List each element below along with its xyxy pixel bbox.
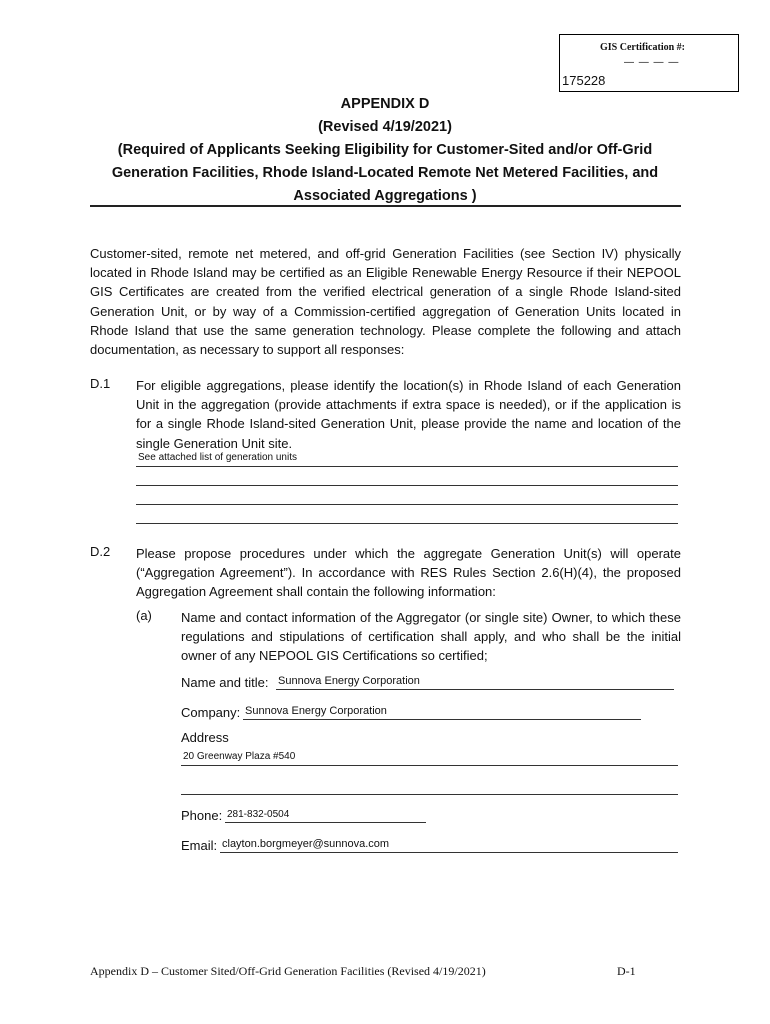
title-divider <box>90 205 681 207</box>
d2a-text: Name and contact information of the Aggregator (or single site) Owner, to which these regulations and stipulations of certification shall apply, and who shall be the initial owner of any NEPOOL GIS Certifications so certified; <box>181 610 681 664</box>
phone-line[interactable] <box>225 822 426 823</box>
revision-date: (Revised 4/19/2021) <box>318 119 452 135</box>
address-line-1[interactable] <box>181 765 678 766</box>
title-subline-1: (Required of Applicants Seeking Eligibility for Customer-Sited and/or Off-Grid <box>117 142 653 158</box>
address-value[interactable]: 20 Greenway Plaza #540 <box>183 751 296 762</box>
gis-certification-dashes: — — — — <box>624 57 680 68</box>
company-line[interactable] <box>243 719 641 720</box>
footer-title: Appendix D – Customer Sited/Off-Grid Generation Facilities (Revised 4/19/2021) <box>90 964 486 978</box>
d1-question: For eligible aggregations, please identify the location(s) in Rhode Island of each Generation Unit in the aggregation (provide attachments if extra space is needed), or if the application is for a single Rhode Island-sited Generation Unit, please provide the name and location of the single Generation Unit site. <box>136 378 681 451</box>
appendix-title: APPENDIX D <box>340 96 430 112</box>
phone-value[interactable]: 281-832-0504 <box>227 809 290 820</box>
d1-answer-line-3[interactable] <box>136 504 678 505</box>
d1-answer-line-4[interactable] <box>136 523 678 524</box>
name-title-value[interactable]: Sunnova Energy Corporation <box>278 675 420 687</box>
d2a-label: (a) <box>136 608 152 623</box>
intro-paragraph: Customer-sited, remote net metered, and off-grid Generation Facilities (see Section IV) physically located in Rhode Island may be certified as an Eligible Renewable Energy Resource if their NEPOOL GIS Certificates are created from the verified electrical generation of a single Rhode Island-sited Generation Unit, or by way of a Commission-certified aggregation of Generation Units located in Rhode Island that use the same generation technology. Please complete the following and attach documentation, as necessary to support all responses: <box>90 246 681 358</box>
d1-answer-line-2[interactable] <box>136 485 678 486</box>
d1-answer-line-1[interactable] <box>136 466 678 467</box>
email-line[interactable] <box>220 852 678 853</box>
address-line-2[interactable] <box>181 794 678 795</box>
gis-certification-number[interactable]: 175228 <box>562 73 606 88</box>
d2-number: D.2 <box>90 544 111 559</box>
page-number: D-1 <box>617 964 636 978</box>
d2-question: Please propose procedures under which the aggregate Generation Unit(s) will operate (“Aggregation Agreement”). In accordance with RES Rules Section 2.6(H)(4), the proposed Aggregation Agreement shall contain the following information: <box>136 546 681 600</box>
name-title-line[interactable] <box>276 689 674 690</box>
title-subline-3: Associated Aggregations ) <box>293 188 477 204</box>
title-subline-2: Generation Facilities, Rhode Island-Located Remote Net Metered Facilities, and <box>111 165 659 181</box>
d1-number: D.1 <box>90 376 111 391</box>
address-label: Address <box>181 730 229 745</box>
d1-answer[interactable]: See attached list of generation units <box>138 452 297 463</box>
company-label: Company: <box>181 705 241 720</box>
phone-label: Phone: <box>181 808 223 823</box>
name-title-label: Name and title: <box>181 675 269 690</box>
company-value[interactable]: Sunnova Energy Corporation <box>245 705 387 717</box>
gis-certification-label: GIS Certification #: <box>600 42 685 53</box>
email-label: Email: <box>181 838 218 853</box>
email-value[interactable]: clayton.borgmeyer@sunnova.com <box>222 838 390 850</box>
